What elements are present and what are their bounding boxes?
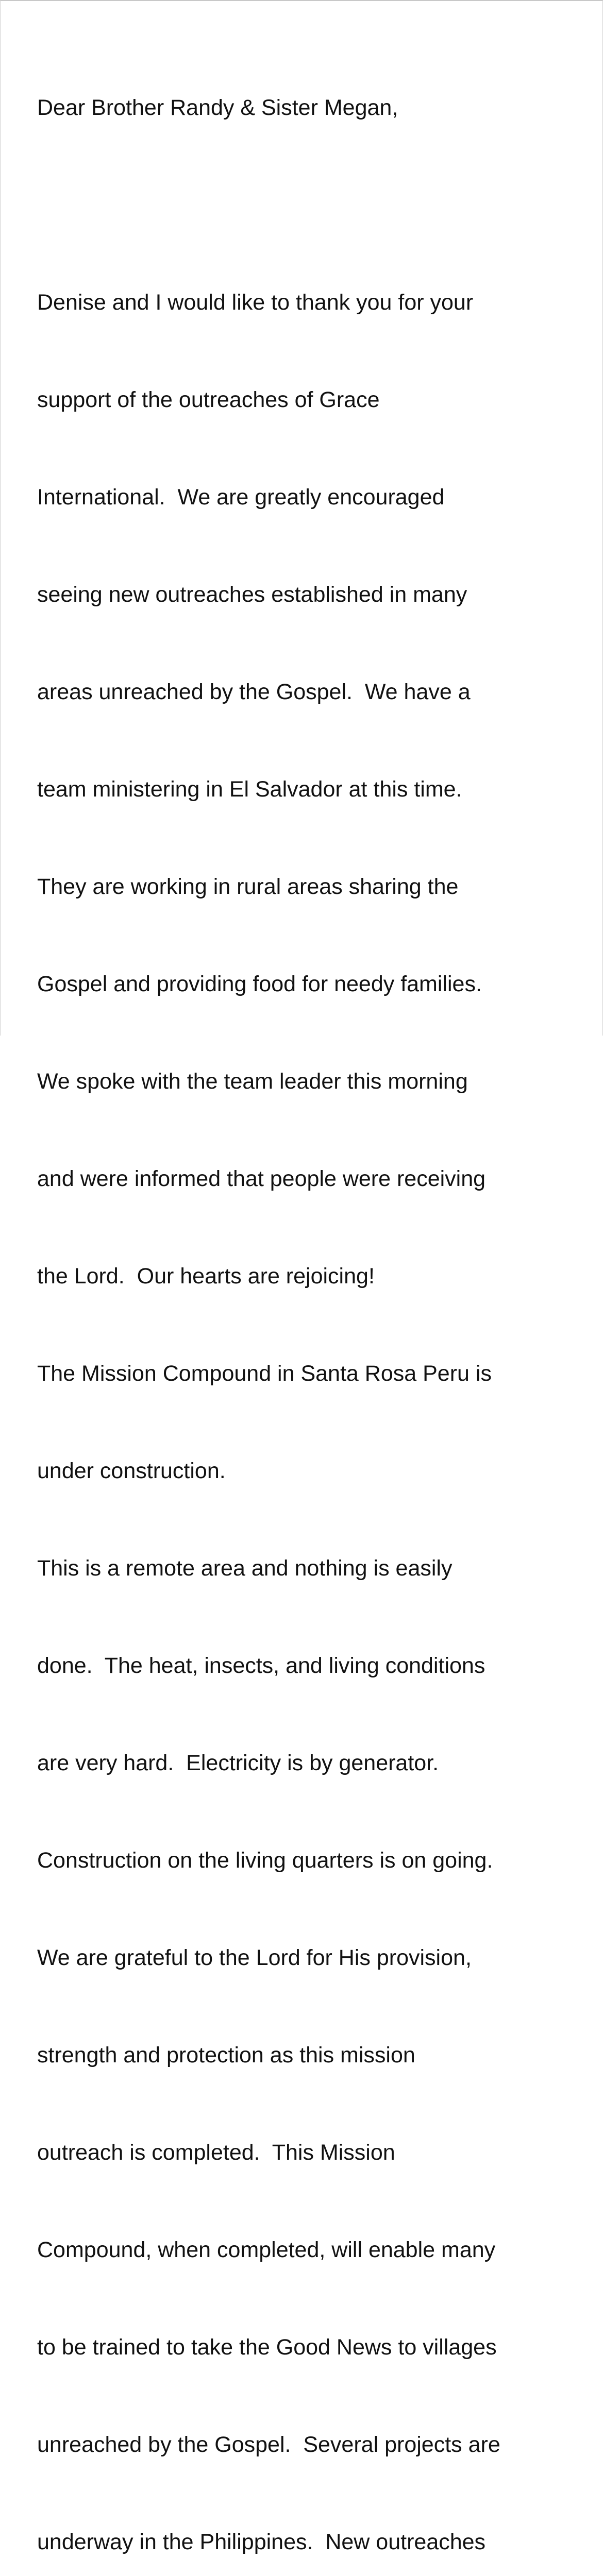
letter-line: We are grateful to the Lord for His provision, [37, 1945, 472, 1970]
letter-line: and were informed that people were receiving [37, 1166, 486, 1191]
left-border [0, 0, 1, 1036]
letter-line: are very hard. Electricity is by generator. [37, 1751, 439, 1775]
letter-line: Compound, when completed, will enable many [37, 2238, 496, 2262]
letter-line: support of the outreaches of Grace [37, 387, 380, 412]
letter-line [37, 189, 583, 222]
letter-line: outreach is completed. This Mission [37, 2140, 395, 2165]
letter-line: Gospel and providing food for needy families. [37, 972, 482, 996]
top-divider [0, 0, 603, 1]
salutation: Dear Brother Randy & Sister Megan, [37, 95, 398, 120]
letter-line: They are working in rural areas sharing the [37, 874, 459, 899]
letter-body [37, 27, 583, 2576]
letter-line: International. We are greatly encouraged [37, 485, 445, 510]
letter-line: done. The heat, insects, and living conditions [37, 1653, 485, 1678]
letter-line: underway in the Philippines. New outreaches [37, 2530, 486, 2554]
letter-line: The Mission Compound in Santa Rosa Peru is [37, 1361, 492, 1386]
letter-line: to be trained to take the Good News to villages [37, 2335, 497, 2360]
letter-line: Construction on the living quarters is on going. [37, 1848, 493, 1873]
letter-line: the Lord. Our hearts are rejoicing! [37, 1264, 375, 1289]
letter-line: under construction. [37, 1459, 226, 1483]
letter-line: areas unreached by the Gospel. We have a [37, 680, 471, 704]
letter-line: seeing new outreaches established in many [37, 582, 467, 607]
letter-line: team ministering in El Salvador at this time. [37, 777, 462, 802]
letter-line: This is a remote area and nothing is easily [37, 1556, 453, 1581]
letter-line: unreached by the Gospel. Several projects are [37, 2432, 500, 2457]
letter-line: We spoke with the team leader this morning [37, 1069, 468, 1094]
letter-line: Denise and I would like to thank you for your [37, 290, 474, 315]
letter-line: strength and protection as this mission [37, 2043, 415, 2067]
